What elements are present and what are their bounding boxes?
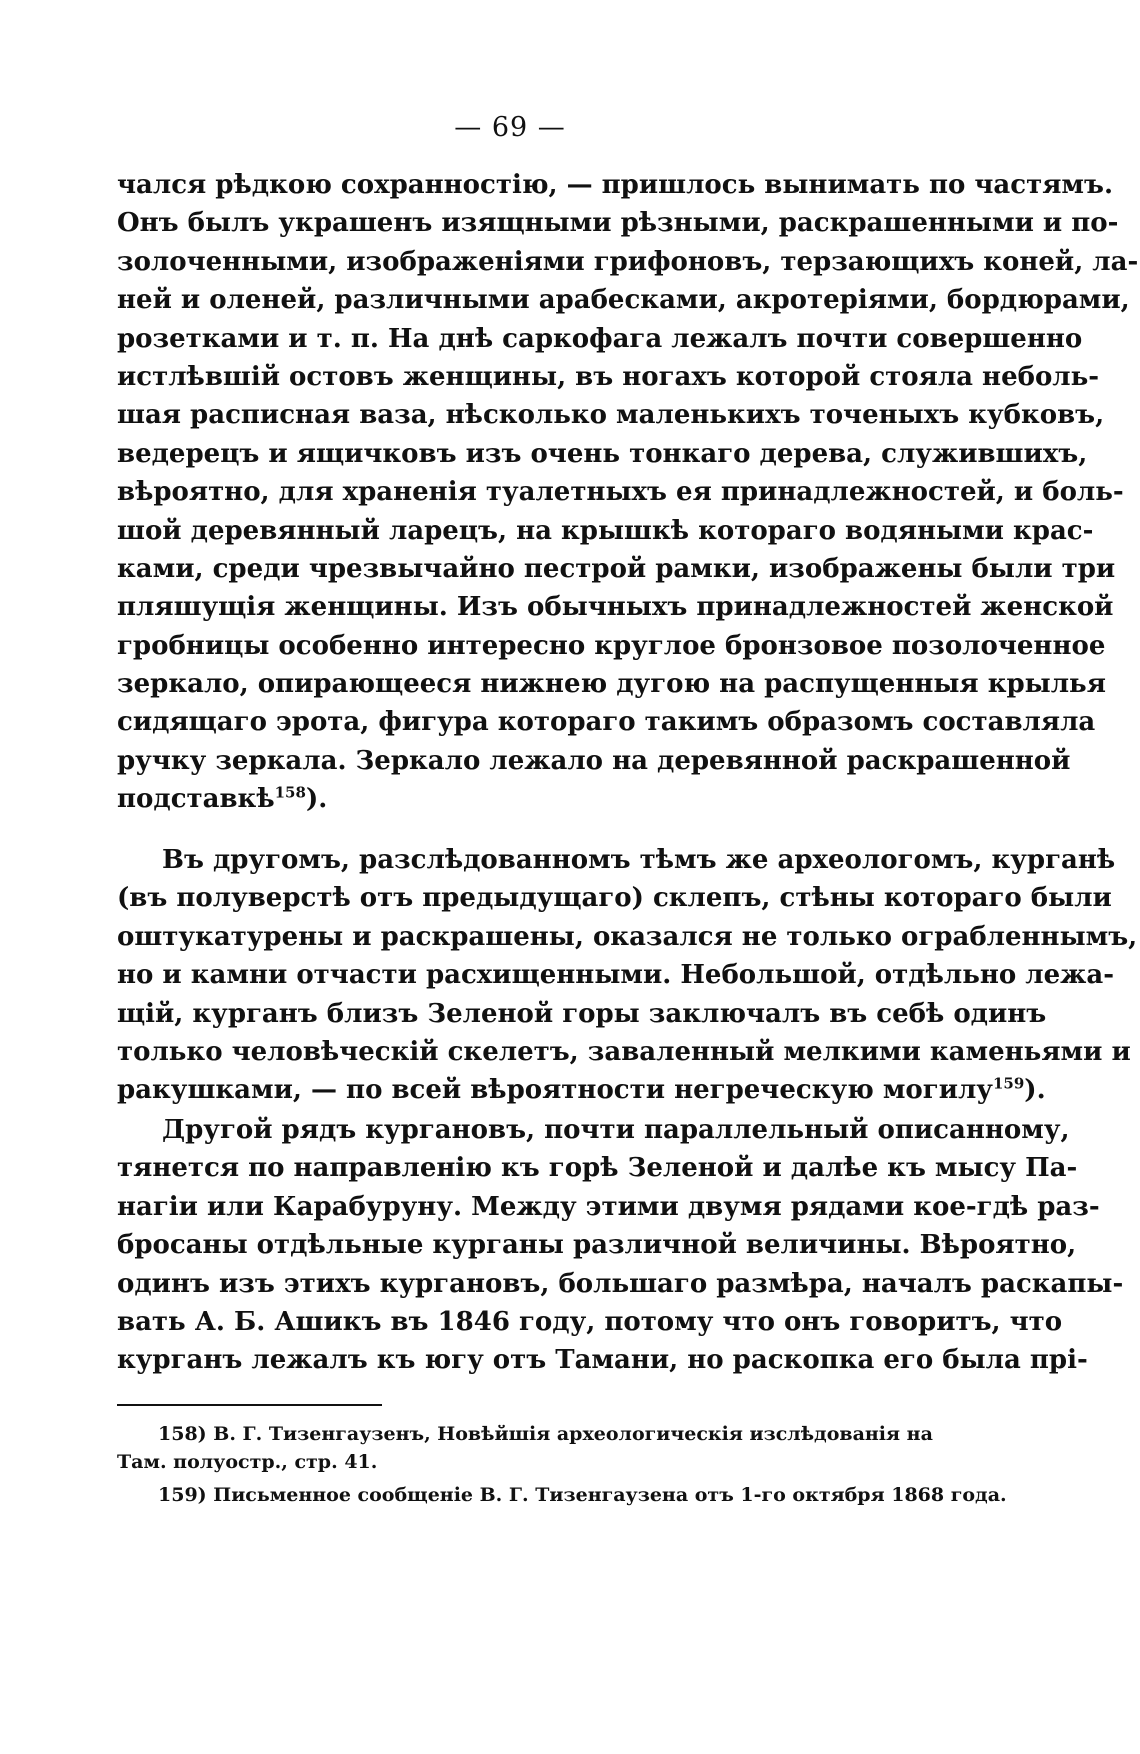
text-line: нагіи или Карабуруну. Между этими двумя рядами кое-гдѣ раз- (117, 1191, 1100, 1222)
footnote-divider (117, 1404, 382, 1406)
text-line: гробницы особенно интересно круглое бронзовое позолоченное (117, 630, 1106, 661)
text-line: вать А. Б. Ашикъ въ 1846 году, потому что онъ говоритъ, что (117, 1306, 1063, 1337)
text-line: шая расписная ваза, нѣсколько маленькихъ точеныхъ кубковъ, (117, 400, 1105, 431)
text-line: ручку зеркала. Зеркало лежало на деревянной раскрашенной (117, 745, 1071, 776)
footnote-158-line: Там. полуостр., стр. 41. (117, 1451, 378, 1473)
paragraph-2 (117, 841, 1138, 1110)
footnotes (117, 1420, 1007, 1509)
text-line: истлѣвшій остовъ женщины, въ ногахъ которой стояла неболь- (117, 361, 1100, 392)
paragraph-1 (117, 166, 1139, 819)
text-line: чался рѣдкою сохранностію, — пришлось вынимать по частямъ. (117, 170, 1114, 200)
text-line: пляшущія женщины. Изъ обычныхъ принадлежностей женской (117, 592, 1114, 623)
text-line-last (117, 780, 923, 818)
text-line: бросаны отдѣльные курганы различной величины. Вѣроятно, (117, 1230, 1077, 1261)
text-line: только человѣческій скелетъ, заваленный мелкими каменьями и (117, 1036, 1131, 1067)
text-line: щій, курганъ близъ Зеленой горы заключалъ въ себѣ одинъ (117, 998, 1047, 1029)
line-text: подставкѣ (117, 784, 275, 815)
text-line: Онъ былъ украшенъ изящными рѣзными, раскрашенными и по- (117, 208, 1119, 239)
footnote-158-line: 158) В. Г. Тизенгаузенъ, Новѣйшія археологическія изслѣдованія на (158, 1423, 933, 1445)
text-line: Другой рядъ кургановъ, почти параллельный описанному, (162, 1115, 1070, 1145)
text-line: одинъ изъ этихъ кургановъ, большаго размѣра, началъ раскапы- (117, 1268, 1124, 1299)
footnote-ref-159[interactable]: 159 (992, 1074, 1025, 1093)
text-line: вѣроятно, для храненія туалетныхъ ея принадлежностей, и боль- (117, 477, 1124, 508)
page-number: — 69 — (454, 112, 566, 143)
text-line: ведерецъ и ящичковъ изъ очень тонкаго дерева, служившихъ, (117, 438, 1088, 469)
footnote-159-line: 159) Письменное сообщеніе В. Г. Тизенгаузена отъ 1-го октября 1868 года. (158, 1484, 1007, 1506)
text-line-last (117, 1071, 1046, 1109)
text-line: ками, среди чрезвычайно пестрой рамки, изображены были три (117, 553, 1116, 584)
text-line: курганъ лежалъ къ югу отъ Тамани, но раскопка его была прі- (117, 1345, 1088, 1376)
line-tail: ). (1024, 1075, 1046, 1106)
footnote-ref-158[interactable]: 158 (274, 783, 306, 802)
text-line: зеркало, опирающееся нижнею дугою на распущенныя крылья (117, 669, 1106, 700)
text-line: тянется по направленію къ горѣ Зеленой и далѣе къ мысу Па- (117, 1153, 1078, 1184)
text-line: (въ полуверстѣ отъ предыдущаго) склепъ, стѣны котораго были (117, 883, 1112, 914)
text-line: золоченными, изображеніями грифоновъ, терзающихъ коней, ла- (117, 246, 1139, 277)
text-line: сидящаго эрота, фигура котораго такимъ образомъ составляла (117, 707, 1096, 738)
paragraph-3 (117, 1111, 1124, 1380)
text-line: но и камни отчасти расхищенными. Небольшой, отдѣльно лежа- (117, 960, 1115, 991)
text-line: оштукатурены и раскрашены, оказался не только ограбленнымъ, (117, 921, 1138, 952)
line-text: ракушками, — по всей вѣроятности негреческую могилу (117, 1075, 993, 1106)
text-line: ней и оленей, различными арабесками, акротеріями, бордюрами, (117, 285, 1130, 316)
text-line: розетками и т. п. На днѣ саркофага лежалъ почти совершенно (117, 323, 1083, 354)
line-tail: ). (305, 784, 328, 815)
text-line: шой деревянный ларецъ, на крышкѣ котораго водяными крас- (117, 515, 1094, 546)
text-line: Въ другомъ, разслѣдованномъ тѣмъ же археологомъ, курганѣ (162, 845, 1116, 875)
